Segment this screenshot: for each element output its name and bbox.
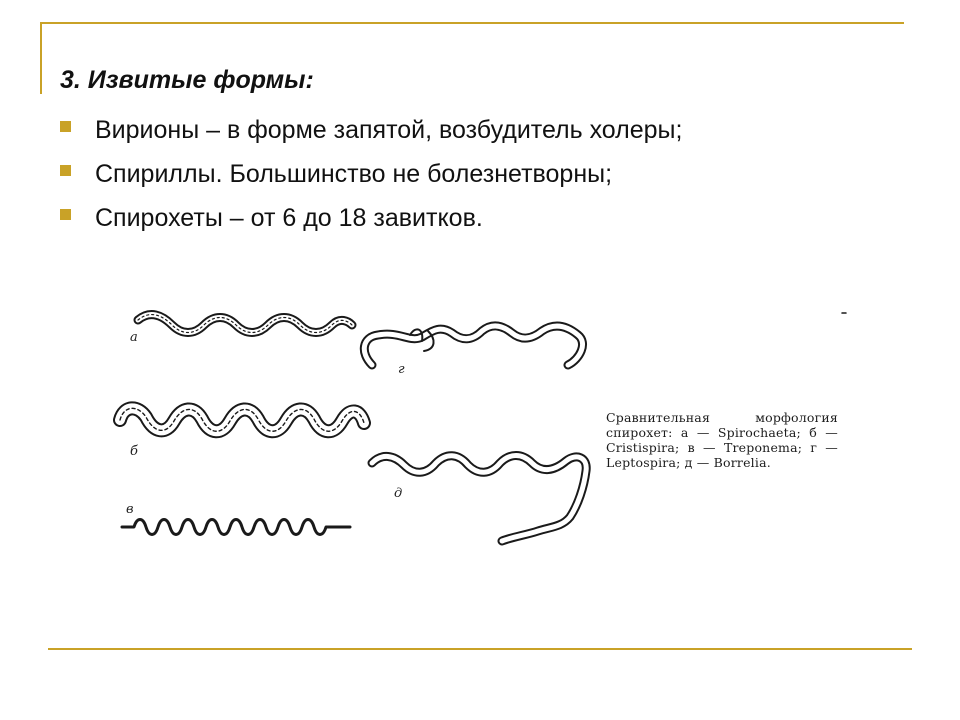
frame-top-line: [40, 22, 904, 24]
treponema-drawing: [122, 520, 350, 535]
leptospira-drawing: [364, 326, 582, 365]
bullet-list: [60, 108, 682, 240]
bullet-text: Спириллы. Большинство не болезнетворны;: [95, 159, 613, 188]
bullet-item: [60, 108, 682, 152]
cristispira-drawing: [120, 408, 364, 431]
figure-caption: Сравнительная морфология спирохет: а — Spirochaeta; б — Cristispira; в — Treponema; г — Leptospira; д — Borrelia.: [606, 410, 838, 470]
label-b: б: [130, 444, 138, 459]
bullet-text: Спирохеты – от 6 до 18 завитков.: [95, 203, 483, 232]
bullet-square-icon: [60, 165, 71, 176]
frame-bottom-line: [48, 648, 912, 650]
frame-left-line: [40, 22, 42, 94]
slide-heading: 3. Извитые формы:: [60, 66, 314, 94]
bullet-item: [60, 152, 682, 196]
borrelia-drawing: [372, 456, 586, 542]
label-d: д: [394, 486, 403, 501]
label-a: а: [130, 330, 138, 345]
label-v: в: [126, 502, 134, 517]
label-g: г: [398, 362, 405, 377]
bullet-square-icon: [60, 121, 71, 132]
bullet-square-icon: [60, 209, 71, 220]
bullet-item: [60, 196, 682, 240]
spirochaeta-drawing: [138, 315, 352, 333]
bullet-text: Вирионы – в форме запятой, возбудитель холеры;: [95, 115, 683, 144]
